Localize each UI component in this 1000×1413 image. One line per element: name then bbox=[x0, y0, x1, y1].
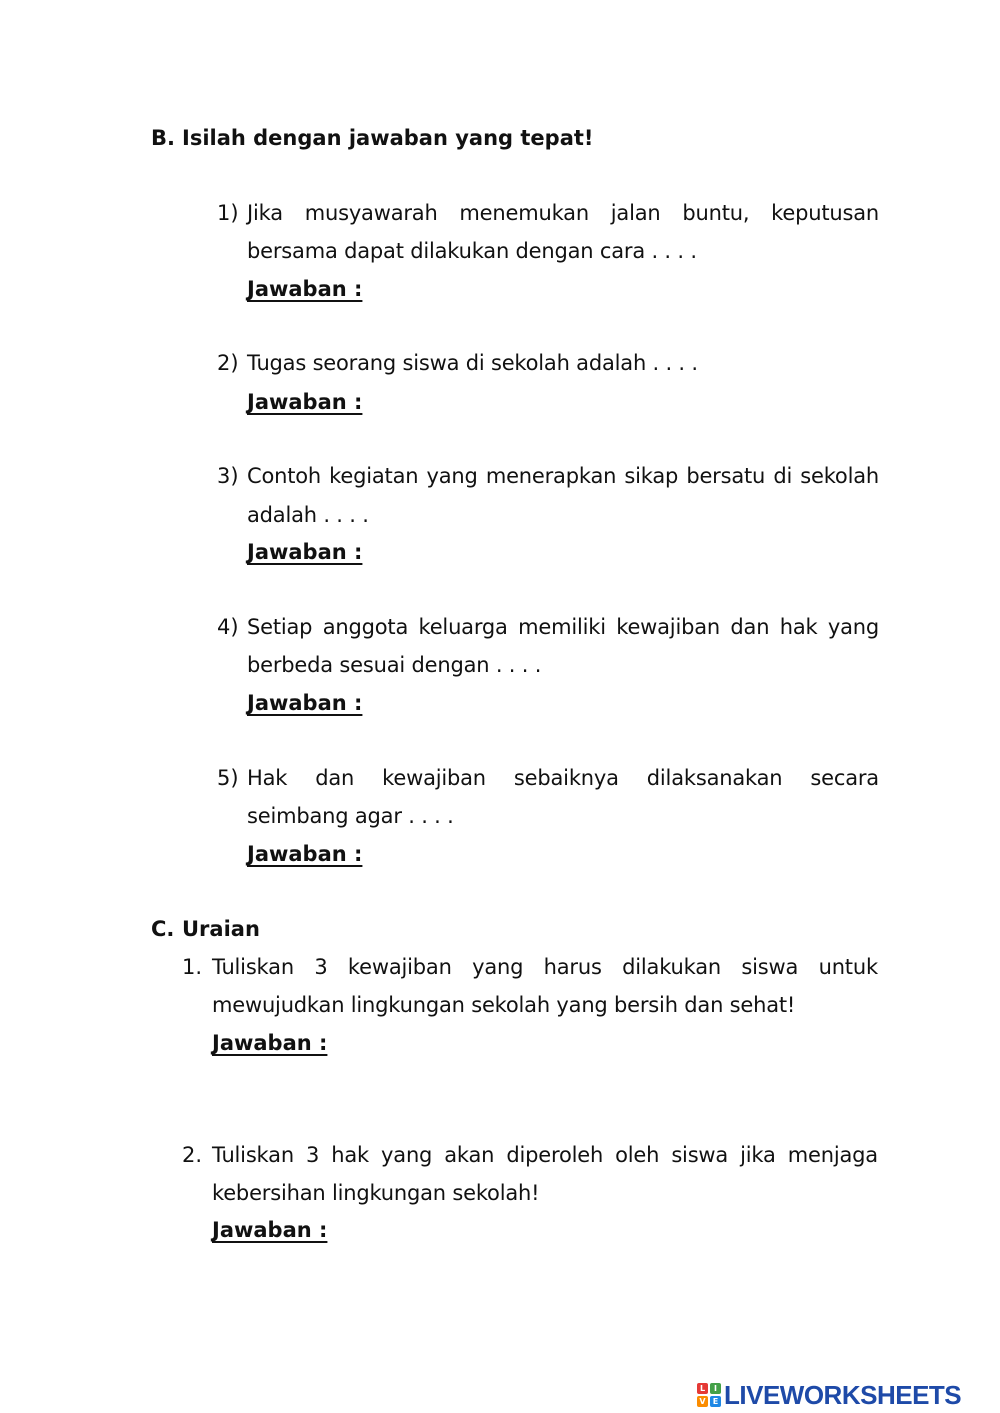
question-c1-answer-label: Jawaban : bbox=[212, 1031, 328, 1055]
question-c1-line-2: mewujudkan lingkungan sekolah yang bersih dan sehat! bbox=[212, 993, 796, 1017]
word: bersatu bbox=[686, 464, 766, 488]
word: sebaiknya bbox=[513, 766, 619, 790]
liveworksheets-logo bbox=[697, 1378, 961, 1412]
word: dan bbox=[730, 615, 770, 639]
word: siswa bbox=[671, 1143, 729, 1167]
word: yang bbox=[472, 955, 524, 979]
word: menjaga bbox=[787, 1143, 878, 1167]
word: kewajiban bbox=[382, 766, 486, 790]
question-b4-line-1 bbox=[247, 615, 879, 639]
word: sikap bbox=[624, 464, 679, 488]
question-b4-answer-label: Jawaban : bbox=[247, 691, 363, 715]
word: secara bbox=[810, 766, 879, 790]
logo-text: LIVEWORKSHEETS bbox=[724, 1379, 962, 1410]
section-b-letter: B. bbox=[151, 126, 175, 150]
question-b5-line-1 bbox=[247, 766, 879, 790]
word: sekolah bbox=[800, 464, 879, 488]
section-c-letter: C. bbox=[151, 917, 175, 941]
word: jika bbox=[740, 1143, 776, 1167]
question-b3-line-2: adalah . . . . bbox=[247, 503, 369, 527]
word: Jika bbox=[247, 201, 283, 225]
word: Contoh bbox=[247, 464, 322, 488]
word: memiliki bbox=[518, 615, 606, 639]
word: akan bbox=[444, 1143, 495, 1167]
word: dan bbox=[315, 766, 355, 790]
word: menerapkan bbox=[485, 464, 617, 488]
question-c1-number: 1. bbox=[182, 955, 203, 979]
question-b2-answer-label: Jawaban : bbox=[247, 390, 363, 414]
logo-block-l: L bbox=[697, 1383, 708, 1394]
word: harus bbox=[543, 955, 602, 979]
logo-block-e: E bbox=[710, 1396, 721, 1407]
word: Tuliskan bbox=[212, 955, 294, 979]
section-c-title: Uraian bbox=[182, 917, 260, 941]
word: anggota bbox=[322, 615, 409, 639]
word: keluarga bbox=[418, 615, 508, 639]
question-b1-line-1 bbox=[247, 201, 879, 225]
word: Setiap bbox=[247, 615, 313, 639]
question-b3-answer-label: Jawaban : bbox=[247, 540, 363, 564]
question-b4-number: 4) bbox=[217, 615, 239, 639]
section-b-title: Isilah dengan jawaban yang tepat! bbox=[182, 126, 594, 150]
question-c2-number: 2. bbox=[182, 1143, 203, 1167]
word: kewajiban bbox=[347, 955, 452, 979]
question-c2-answer-label: Jawaban : bbox=[212, 1218, 328, 1242]
word: yang bbox=[827, 615, 879, 639]
question-b2-number: 2) bbox=[217, 351, 239, 375]
question-b4-line-2: berbeda sesuai dengan . . . . bbox=[247, 653, 542, 677]
word: yang bbox=[381, 1143, 433, 1167]
logo-block-v: V bbox=[697, 1396, 708, 1407]
word: musyawarah bbox=[304, 201, 438, 225]
word: hak bbox=[779, 615, 818, 639]
word: untuk bbox=[818, 955, 878, 979]
word: 3 bbox=[314, 955, 328, 979]
question-b1-line-2: bersama dapat dilakukan dengan cara . . . . bbox=[247, 239, 697, 263]
word: menemukan bbox=[459, 201, 589, 225]
question-b5-line-2: seimbang agar . . . . bbox=[247, 804, 454, 828]
question-b5-answer-label: Jawaban : bbox=[247, 842, 363, 866]
word: hak bbox=[331, 1143, 369, 1167]
word: keputusan bbox=[771, 201, 879, 225]
word: kewajiban bbox=[616, 615, 720, 639]
word: siswa bbox=[741, 955, 799, 979]
question-c2-line-2: kebersihan lingkungan sekolah! bbox=[212, 1181, 540, 1205]
word: dilakukan bbox=[622, 955, 721, 979]
question-b1-number: 1) bbox=[217, 201, 239, 225]
word: kegiatan bbox=[329, 464, 419, 488]
question-b3-line-1 bbox=[247, 464, 879, 488]
word: dilaksanakan bbox=[646, 766, 783, 790]
question-b2-line-1: Tugas seorang siswa di sekolah adalah . . . . bbox=[247, 351, 698, 375]
word: oleh bbox=[615, 1143, 660, 1167]
question-b3-number: 3) bbox=[217, 464, 239, 488]
word: 3 bbox=[306, 1143, 320, 1167]
question-c1-line-1 bbox=[212, 955, 878, 979]
question-b5-number: 5) bbox=[217, 766, 239, 790]
logo-block-i: I bbox=[710, 1383, 721, 1394]
question-c2-line-1 bbox=[212, 1143, 878, 1167]
word: buntu, bbox=[682, 201, 750, 225]
word: Tuliskan bbox=[212, 1143, 294, 1167]
word: Hak bbox=[247, 766, 288, 790]
word: yang bbox=[426, 464, 478, 488]
word: jalan bbox=[610, 201, 661, 225]
question-b1-answer-label: Jawaban : bbox=[247, 277, 363, 301]
word: di bbox=[773, 464, 793, 488]
word: diperoleh bbox=[506, 1143, 604, 1167]
logo-blocks-icon bbox=[697, 1383, 721, 1407]
